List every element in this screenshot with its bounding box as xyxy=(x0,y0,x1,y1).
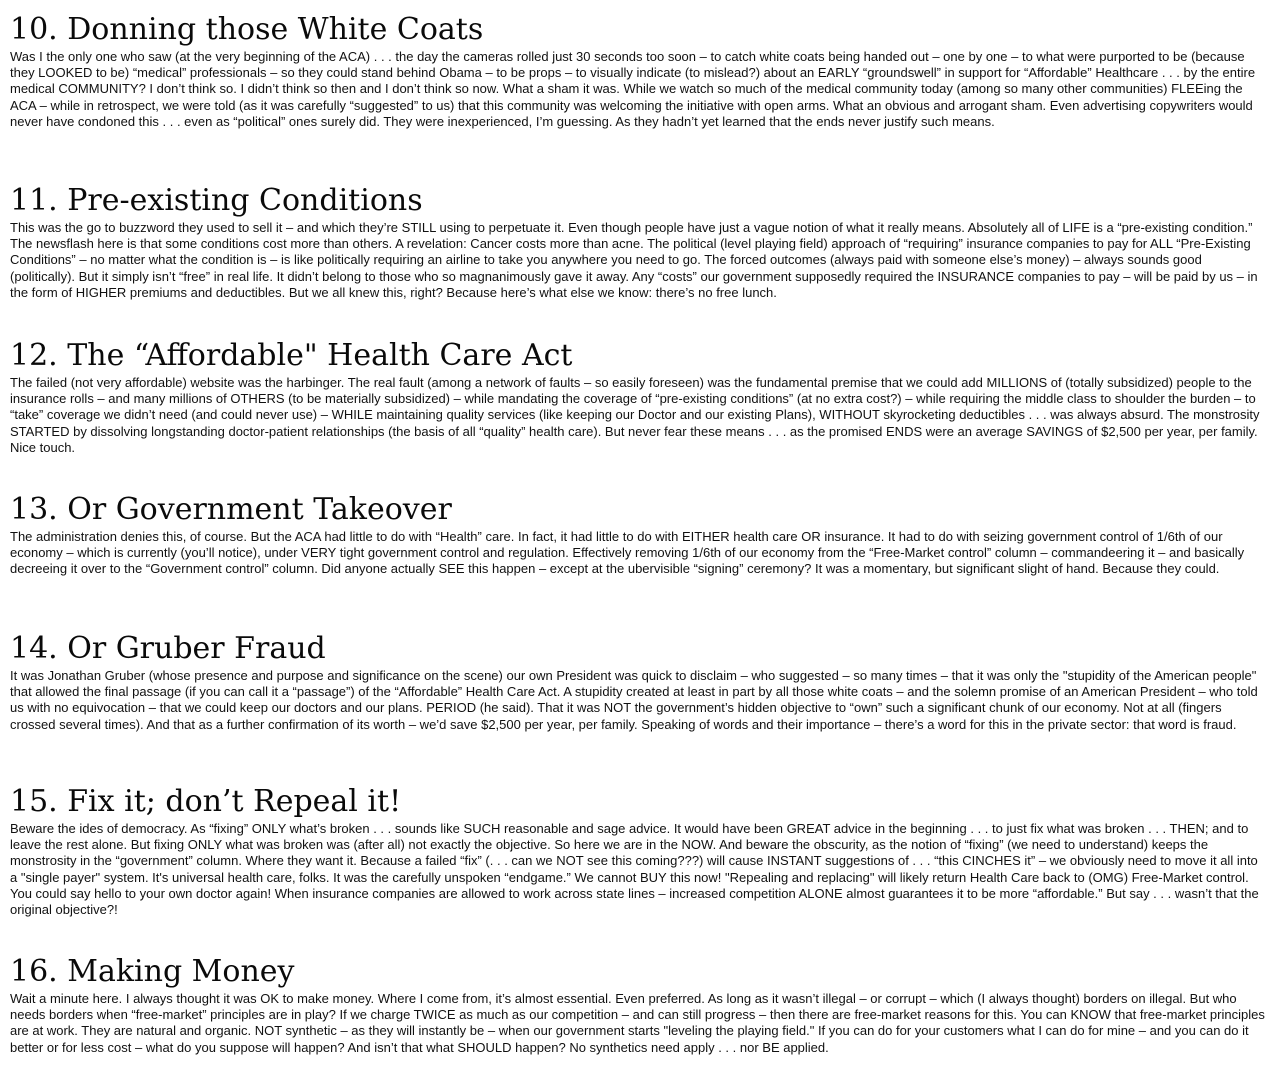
section-heading: 11. Pre-existing Conditions xyxy=(10,183,423,218)
section-body: Was I the only one who saw (at the very beginning of the ACA) . . . the day the cameras rolled just 30 seconds too soon – to catch white coats being handed out – one by one – to what were purported to be (because they LOOKED to be) “medical” professionals – so they could stand behind Obama – to be props – to visually indicate (to mislead?) about an EARLY “groundswell” in support for “Affordable” Healthcare . . . by the entire medical COMMUNITY? I don’t think so. I didn’t think so then and I don’t think so now. What a sham it was. While we watch so much of the medical community today (among so many other communities) FLEEing the ACA – while in retrospect, we were told (as it was carefully “suggested” to us) that this community was welcoming the initiative with open arms. What an obvious and arrogant sham. Even advertising copywriters would never have condoned this . . . even as “political” ones surely did. They were inexperienced, I’m guessing. As they hadn’t yet learned that the ends never justify such means. xyxy=(10,49,1256,129)
section-body: This was the go to buzzword they used to sell it – and which they’re STILL using to perpetuate it. Even though people have just a vague notion of what it really means. Absolutely all of LIFE is a “pre-existing condition.” The newsflash here is that some conditions cost more than others. A revelation: Cancer costs more than acne. The political (level playing field) approach of “requiring” insurance companies to pay for ALL “Pre-Existing Conditions” – no matter what the condition is – is like politically requiring an airline to take you anywhere you need to go. The forced outcomes (always paid with someone else’s money) – always sounds good (politically). But it simply isn’t “free” in real life. It didn’t belong to those who so magnanimously gave it away. Any “costs” our government supposedly required the INSURANCE companies to pay – will be paid by us – in the form of HIGHER premiums and deductibles. But we all knew this, right? Because here’s what else we know: there’s no free lunch. xyxy=(10,220,1258,300)
section-16 xyxy=(10,954,1266,1056)
section-body: It was Jonathan Gruber (whose presence and purpose and significance on the scene) our own President was quick to disclaim – who suggested – so many times – that it was only the "stupidity of the American people" that allowed the final passage (if you can call it a “passage”) of the “Affordable” Health Care Act. A stupidity created at least in part by all those white coats – and the solemn promise of an American President – who told us with no equivocation – that we could keep our doctors and our plans. PERIOD (he said). That it was NOT the government’s hidden objective to “own” such a significant chunk of our economy. Not at all (fingers crossed several times). And that as a further confirmation of its worth – we’d save $2,500 per year, per family. Speaking of words and their importance – there’s a word for this in the private sector: that word is fraud. xyxy=(10,668,1258,732)
section-heading: 15. Fix it; don’t Repeal it! xyxy=(10,784,402,819)
section-body: The administration denies this, of course. But the ACA had little to do with “Health” care. In fact, it had little to do with EITHER health care OR insurance. It had to do with seizing government control of 1/6th of our economy – which is currently (you’ll notice), under VERY tight government control and regulation. Effectively removing 1/6th of our economy from the “Free-Market control” column – commandeering it – and basically decreeing it over to the “Government control” column. Did anyone actually SEE this happen – except at the ubervisible “signing” ceremony? It was a momentary, but significant slight of hand. Because they could. xyxy=(10,529,1245,577)
section-12 xyxy=(10,338,1266,456)
section-14 xyxy=(10,631,1266,733)
section-heading: 10. Donning those White Coats xyxy=(10,12,484,47)
section-heading: 12. The “Affordable" Health Care Act xyxy=(10,338,573,373)
section-heading: 13. Or Government Takeover xyxy=(10,492,452,527)
section-11 xyxy=(10,183,1266,301)
section-13 xyxy=(10,492,1266,578)
section-heading: 14. Or Gruber Fraud xyxy=(10,631,326,666)
section-heading: 16. Making Money xyxy=(10,954,295,989)
section-10 xyxy=(10,12,1266,130)
section-body: Wait a minute here. I always thought it was OK to make money. Where I come from, it’s almost essential. Even preferred. As long as it wasn’t illegal – or corrupt – which (I always thought) borders on illegal. But who needs borders when “free-market” principles are in play? If we charge TWICE as much as our competition – and can still progress – then there are free-market reasons for this. You can KNOW that free-market principles are at work. They are natural and organic. NOT synthetic – as they will instantly be – when our government starts "leveling the playing field." If you can do for your customers what I can do for mine – and you can do it better or for less cost – what do you suppose will happen? And isn’t that what SHOULD happen? No synthetics need apply . . . nor BE applied. xyxy=(10,991,1265,1055)
section-15 xyxy=(10,784,1266,918)
section-body: Beware the ides of democracy. As “fixing” ONLY what’s broken . . . sounds like SUCH reasonable and sage advice. It would have been GREAT advice in the beginning . . . to just fix what was broken . . . THEN; and to leave the rest alone. But fixing ONLY what was broken was (after all) not exactly the objective. So here we are in the NOW. And beware the obscurity, as the notion of “fixing” (we need to understand) keeps the monstrosity in the “government” column. Where they want it. Because a failed “fix” (. . . can we NOT see this coming???) will cause INSTANT suggestions of . . . “this CINCHES it” – we obviously need to move it all into a "single payer" system. It's universal health care, folks. It was the carefully unspoken “endgame.” We cannot BUY this now! "Repealing and replacing" will likely return Health Care back to (OMG) Free-Market control. You could say hello to your own doctor again! When insurance companies are allowed to work across state lines – increased competition ALONE almost guarantees it to be more “affordable.” But say . . . wasn’t that the original objective?! xyxy=(10,821,1259,918)
section-body: The failed (not very affordable) website was the harbinger. The real fault (among a network of faults – so easily foreseen) was the fundamental premise that we could add MILLIONS of (totally subsidized) people to the insurance rolls – and many millions of OTHERS (to be materially subsidized) – while mandating the coverage of “pre-existing conditions” (at no extra cost?) – while requiring the middle class to shoulder the burden – to “take” coverage we didn’t need (and could never use) – WHILE maintaining quality services (like keeping our Doctor and our existing Plans), WITHOUT skyrocketing deductibles . . . was always absurd. The monstrosity STARTED by dissolving longstanding doctor-patient relationships (the basis of all “quality” health care). But never fear these means . . . as the promised ENDS were an average SAVINGS of $2,500 per year, per family. Nice touch. xyxy=(10,375,1260,455)
